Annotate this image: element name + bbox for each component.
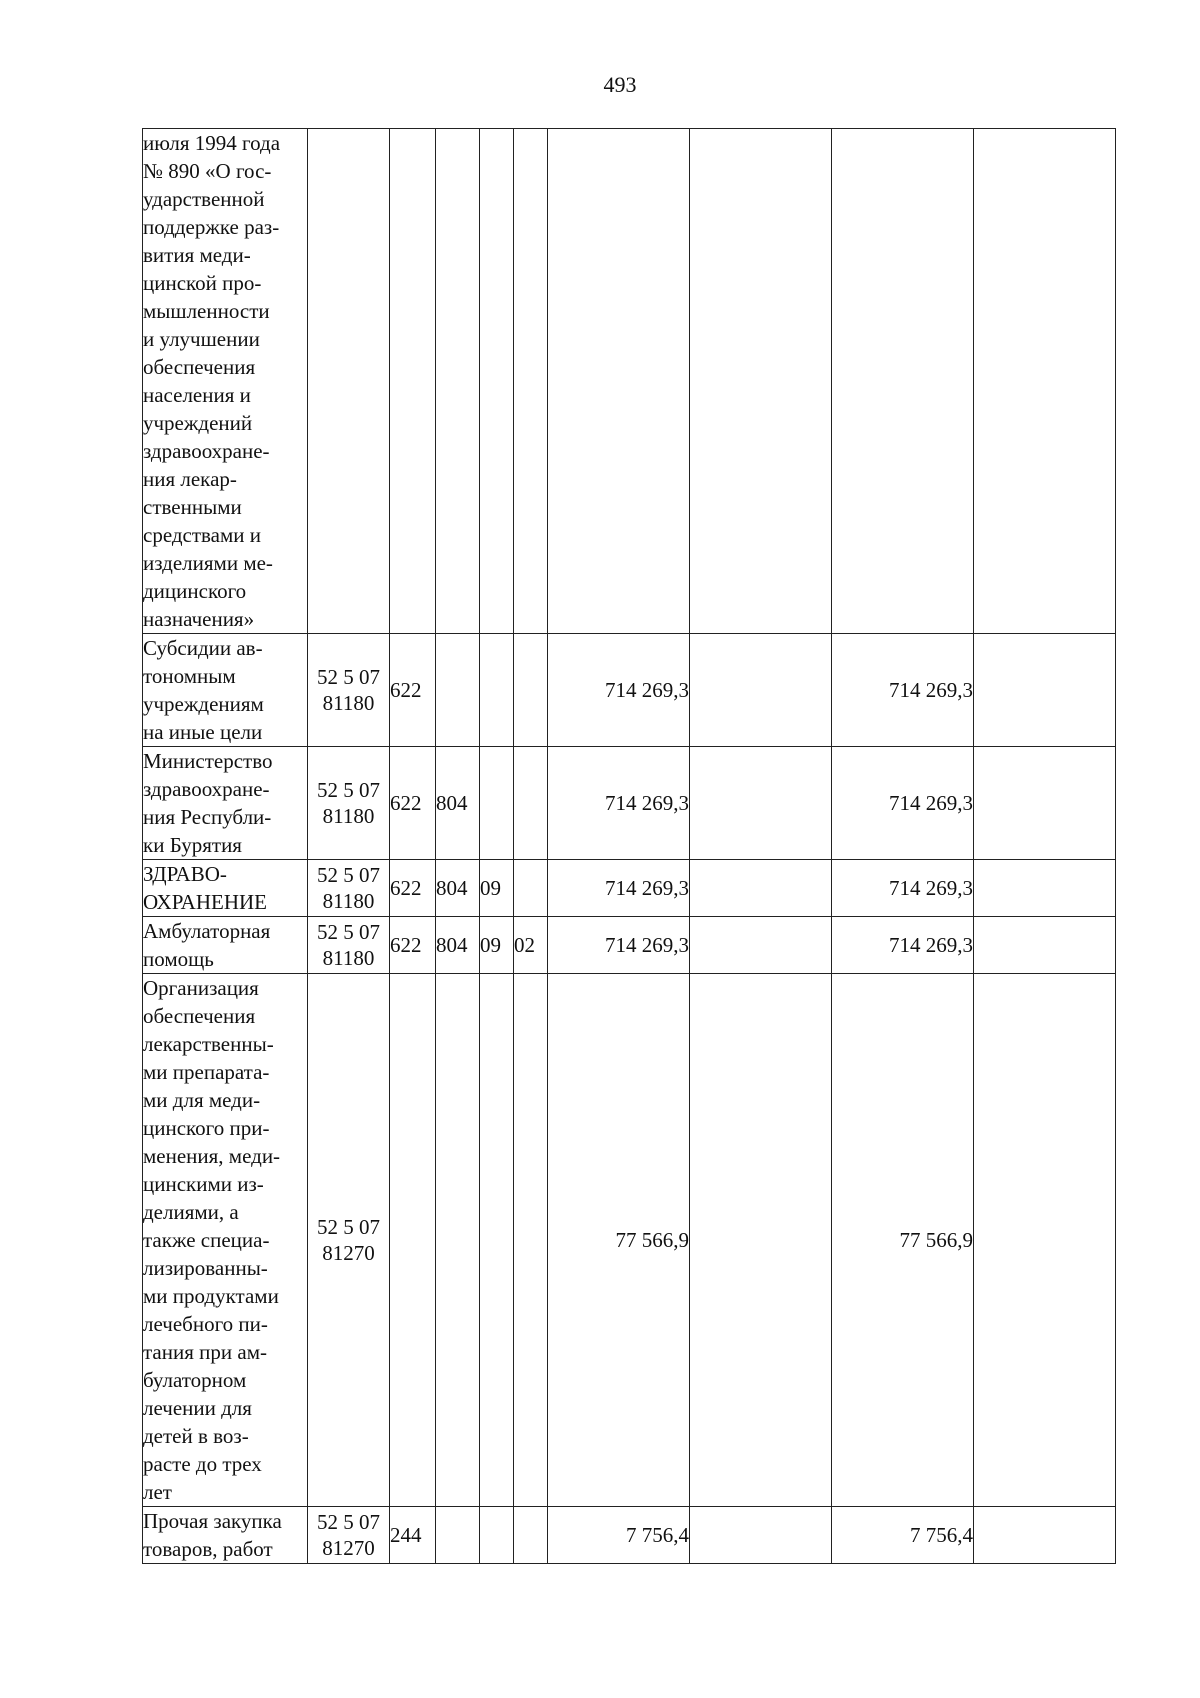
amount-total-cell: 714 269,3 (548, 634, 690, 747)
target-article-cell: 52 5 07 81180 (308, 917, 390, 974)
subsection-code-cell (514, 860, 548, 917)
item-name-line: детей в воз- (143, 1424, 249, 1448)
item-name-line: средствами и (143, 523, 262, 547)
item-name-line: ственными (143, 495, 242, 519)
administrator-code-cell: 804 (436, 860, 480, 917)
amount-cell-2 (690, 917, 832, 974)
item-name-cell (143, 1507, 308, 1564)
item-name-line: на иные цели (143, 720, 263, 744)
budget-table (142, 128, 1116, 1564)
table-row (143, 1507, 1116, 1564)
subsection-code-cell (514, 1507, 548, 1564)
item-name-line: поддержке раз- (143, 215, 280, 239)
item-name-line: Амбулаторная (143, 919, 271, 943)
item-name-cell (143, 634, 308, 747)
item-name-line: булаторном (143, 1368, 247, 1392)
amount-total-cell: 714 269,3 (548, 917, 690, 974)
amount-cell-4 (974, 634, 1116, 747)
item-name-line: мышленности (143, 299, 270, 323)
item-name-line: лет (143, 1480, 172, 1504)
subsection-code-cell (514, 974, 548, 1507)
amount-total-cell: 7 756,4 (548, 1507, 690, 1564)
target-article-cell: 52 5 07 81180 (308, 860, 390, 917)
administrator-code-cell (436, 634, 480, 747)
subsection-code-cell (514, 634, 548, 747)
amount-cell-4 (974, 974, 1116, 1507)
section-code-cell (480, 634, 514, 747)
amount-total-cell (548, 129, 690, 634)
item-name-line: и улучшении (143, 327, 260, 351)
item-name-line: № 890 «О гос- (143, 159, 272, 183)
item-name-line: вития меди- (143, 243, 251, 267)
item-name-line: менения, меди- (143, 1144, 281, 1168)
item-name-line: тономным (143, 664, 236, 688)
amount-cell-4 (974, 1507, 1116, 1564)
expense-type-cell: 244 (390, 1507, 436, 1564)
section-code-cell: 09 (480, 860, 514, 917)
amount-cell-3: 714 269,3 (832, 860, 974, 917)
administrator-code-cell: 804 (436, 917, 480, 974)
amount-cell-4 (974, 747, 1116, 860)
item-name-line: ударственной (143, 187, 265, 211)
item-name-line: обеспечения (143, 1004, 256, 1028)
amount-cell-3: 77 566,9 (832, 974, 974, 1507)
item-name-line: лечении для (143, 1396, 252, 1420)
amount-cell-2 (690, 974, 832, 1507)
amount-cell-2 (690, 747, 832, 860)
expense-type-cell: 622 (390, 860, 436, 917)
item-name-line: делиями, а (143, 1200, 239, 1224)
target-article-cell: 52 5 07 81180 (308, 634, 390, 747)
administrator-code-cell (436, 1507, 480, 1564)
table-row (143, 860, 1116, 917)
amount-cell-4 (974, 917, 1116, 974)
target-article-cell: 52 5 07 81270 (308, 974, 390, 1507)
item-name-line: ми препарата- (143, 1060, 270, 1084)
section-code-cell (480, 129, 514, 634)
expense-type-cell: 622 (390, 917, 436, 974)
amount-cell-2 (690, 129, 832, 634)
table-row (143, 974, 1116, 1507)
item-name-line: Субсидии ав- (143, 636, 263, 660)
item-name-line: помощь (143, 947, 214, 971)
subsection-code-cell (514, 747, 548, 860)
amount-total-cell: 714 269,3 (548, 860, 690, 917)
expense-type-cell: 622 (390, 634, 436, 747)
item-name-line: также специа- (143, 1228, 270, 1252)
item-name-line: учреждений (143, 411, 253, 435)
section-code-cell: 09 (480, 917, 514, 974)
amount-total-cell: 714 269,3 (548, 747, 690, 860)
table-row (143, 634, 1116, 747)
item-name-line: тания при ам- (143, 1340, 267, 1364)
amount-cell-3 (832, 129, 974, 634)
item-name-line: расте до трех (143, 1452, 262, 1476)
expense-type-cell (390, 974, 436, 1507)
administrator-code-cell (436, 129, 480, 634)
subsection-code-cell: 02 (514, 917, 548, 974)
item-name-cell (143, 917, 308, 974)
target-article-cell: 52 5 07 81270 (308, 1507, 390, 1564)
item-name-cell (143, 860, 308, 917)
item-name-line: обеспечения (143, 355, 256, 379)
item-name-line: цинской про- (143, 271, 262, 295)
item-name-line: учреждениям (143, 692, 264, 716)
item-name-line: цинскими из- (143, 1172, 264, 1196)
administrator-code-cell (436, 974, 480, 1507)
amount-cell-4 (974, 129, 1116, 634)
item-name-line: ния Республи- (143, 805, 272, 829)
amount-cell-3: 714 269,3 (832, 634, 974, 747)
item-name-line: июля 1994 года (143, 131, 281, 155)
target-article-cell: 52 5 07 81180 (308, 747, 390, 860)
item-name-cell (143, 974, 308, 1507)
amount-cell-3: 7 756,4 (832, 1507, 974, 1564)
item-name-line: здравоохране- (143, 777, 270, 801)
item-name-line: ми продуктами (143, 1284, 279, 1308)
amount-cell-3: 714 269,3 (832, 917, 974, 974)
item-name-line: Министерство (143, 749, 273, 773)
amount-cell-2 (690, 634, 832, 747)
item-name-cell (143, 129, 308, 634)
section-code-cell (480, 1507, 514, 1564)
item-name-line: Организация (143, 976, 259, 1000)
item-name-line: ОХРАНЕНИЕ (143, 890, 268, 914)
table-row (143, 747, 1116, 860)
amount-total-cell: 77 566,9 (548, 974, 690, 1507)
section-code-cell (480, 747, 514, 860)
item-name-line: Прочая закупка (143, 1509, 282, 1533)
item-name-line: лизированны- (143, 1256, 268, 1280)
page-number: 493 (603, 72, 637, 97)
item-name-line: ЗДРАВО- (143, 862, 227, 886)
expense-type-cell (390, 129, 436, 634)
table-row (143, 129, 1116, 634)
item-name-line: лекарственны- (143, 1032, 274, 1056)
section-code-cell (480, 974, 514, 1507)
item-name-line: цинского при- (143, 1116, 270, 1140)
item-name-line: ми для меди- (143, 1088, 261, 1112)
amount-cell-2 (690, 860, 832, 917)
item-name-line: изделиями ме- (143, 551, 273, 575)
item-name-line: населения и (143, 383, 251, 407)
item-name-line: товаров, работ (143, 1537, 273, 1561)
item-name-line: лечебного пи- (143, 1312, 268, 1336)
target-article-cell (308, 129, 390, 634)
administrator-code-cell: 804 (436, 747, 480, 860)
item-name-line: ния лекар- (143, 467, 237, 491)
item-name-line: ки Бурятия (143, 833, 242, 857)
expense-type-cell: 622 (390, 747, 436, 860)
item-name-line: здравоохране- (143, 439, 270, 463)
item-name-line: назначения» (143, 607, 255, 631)
table-row (143, 917, 1116, 974)
item-name-line: дицинского (143, 579, 247, 603)
amount-cell-2 (690, 1507, 832, 1564)
item-name-cell (143, 747, 308, 860)
amount-cell-3: 714 269,3 (832, 747, 974, 860)
subsection-code-cell (514, 129, 548, 634)
amount-cell-4 (974, 860, 1116, 917)
